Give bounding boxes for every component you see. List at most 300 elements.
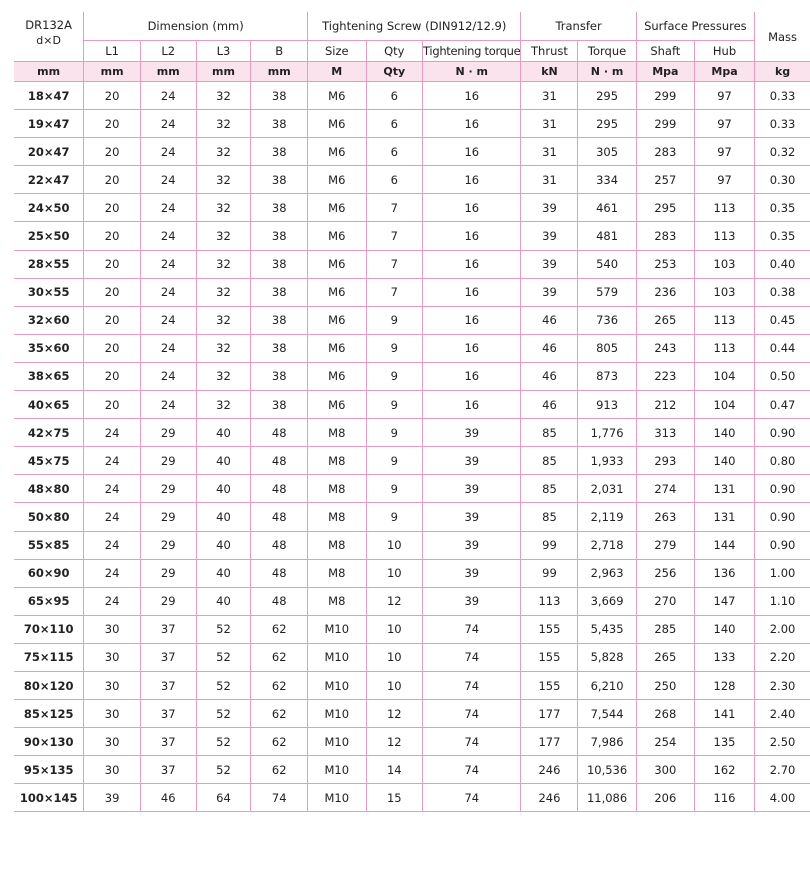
table-row [14,728,810,756]
cell-l3: 32 [196,334,251,362]
unit-cell: Qty [366,62,423,82]
cell-screw-qty: 9 [366,475,423,503]
cell-shaft-pressure: 265 [636,306,694,334]
cell-mass: 2.30 [755,671,810,699]
cell-b: 62 [251,643,308,671]
cell-screw-size: M6 [308,82,367,110]
cell-tightening-torque: 74 [423,700,521,728]
cell-mass: 0.44 [755,334,810,362]
cell-mass: 0.35 [755,194,810,222]
cell-mass: 4.00 [755,784,810,812]
cell-hub-pressure: 104 [694,391,754,419]
cell-size: 30×55 [14,278,84,306]
cell-thrust: 246 [521,756,578,784]
cell-size: 22×47 [14,166,84,194]
cell-thrust: 85 [521,447,578,475]
cell-screw-qty: 6 [366,82,423,110]
cell-b: 62 [251,728,308,756]
cell-shaft-pressure: 263 [636,503,694,531]
cell-screw-qty: 7 [366,194,423,222]
mass-header: Mass [768,29,798,44]
cell-tightening-torque: 39 [423,475,521,503]
cell-hub-pressure: 162 [694,756,754,784]
unit-cell: N · m [578,62,636,82]
cell-b: 48 [251,419,308,447]
cell-shaft-pressure: 236 [636,278,694,306]
cell-l3: 32 [196,110,251,138]
cell-mass: 2.00 [755,615,810,643]
cell-hub-pressure: 113 [694,194,754,222]
cell-shaft-pressure: 313 [636,419,694,447]
cell-l2: 24 [140,334,196,362]
cell-torque: 540 [578,250,636,278]
cell-l2: 29 [140,531,196,559]
cell-b: 62 [251,671,308,699]
cell-l2: 24 [140,194,196,222]
cell-l3: 32 [196,278,251,306]
cell-screw-size: M8 [308,447,367,475]
cell-size: 19×47 [14,110,84,138]
cell-l1: 20 [84,278,141,306]
cell-l1: 24 [84,419,141,447]
table-row [14,391,810,419]
cell-l3: 32 [196,166,251,194]
cell-torque: 481 [578,222,636,250]
cell-torque: 7,544 [578,700,636,728]
table-row [14,700,810,728]
cell-l2: 29 [140,503,196,531]
col-l3: L3 [196,41,251,62]
cell-mass: 0.80 [755,447,810,475]
unit-cell: mm [140,62,196,82]
cell-l1: 20 [84,362,141,390]
cell-screw-size: M6 [308,166,367,194]
cell-l1: 20 [84,334,141,362]
cell-l2: 24 [140,166,196,194]
cell-shaft-pressure: 300 [636,756,694,784]
cell-l1: 20 [84,82,141,110]
cell-l1: 30 [84,728,141,756]
cell-mass: 0.90 [755,503,810,531]
cell-hub-pressure: 97 [694,82,754,110]
table-row [14,334,810,362]
cell-screw-size: M6 [308,222,367,250]
cell-tightening-torque: 16 [423,138,521,166]
cell-b: 38 [251,250,308,278]
cell-tightening-torque: 16 [423,306,521,334]
cell-screw-qty: 7 [366,278,423,306]
col-l1: L1 [84,41,141,62]
cell-size: 65×95 [14,587,84,615]
transfer-group-header: Transfer [521,12,636,41]
cell-thrust: 39 [521,278,578,306]
cell-shaft-pressure: 206 [636,784,694,812]
cell-size: 48×80 [14,475,84,503]
cell-l3: 52 [196,643,251,671]
cell-b: 38 [251,362,308,390]
cell-b: 62 [251,756,308,784]
cell-screw-qty: 12 [366,728,423,756]
cell-l1: 24 [84,475,141,503]
cell-tightening-torque: 16 [423,334,521,362]
cell-screw-qty: 6 [366,110,423,138]
cell-tightening-torque: 39 [423,447,521,475]
cell-thrust: 85 [521,419,578,447]
cell-l2: 37 [140,643,196,671]
cell-mass: 0.50 [755,362,810,390]
cell-tightening-torque: 39 [423,531,521,559]
cell-thrust: 31 [521,166,578,194]
cell-size: 80×120 [14,671,84,699]
cell-tightening-torque: 16 [423,222,521,250]
table-row [14,362,810,390]
cell-screw-qty: 10 [366,559,423,587]
cell-screw-size: M6 [308,194,367,222]
cell-l1: 24 [84,559,141,587]
cell-l1: 24 [84,531,141,559]
cell-shaft-pressure: 293 [636,447,694,475]
unit-cell: mm [84,62,141,82]
cell-mass: 1.10 [755,587,810,615]
pressure-group-header: Surface Pressures [636,12,754,41]
cell-l3: 40 [196,559,251,587]
table-row [14,250,810,278]
cell-l3: 52 [196,756,251,784]
screw-group-header: Tightening Screw (DIN912/12.9) [308,12,521,41]
cell-hub-pressure: 103 [694,278,754,306]
cell-thrust: 46 [521,362,578,390]
cell-shaft-pressure: 223 [636,362,694,390]
cell-mass: 0.45 [755,306,810,334]
cell-shaft-pressure: 257 [636,166,694,194]
col-size: Size [308,41,367,62]
cell-b: 38 [251,306,308,334]
table-row [14,419,810,447]
header-row-groups [14,12,810,41]
cell-size: 100×145 [14,784,84,812]
cell-torque: 5,828 [578,643,636,671]
cell-screw-qty: 9 [366,419,423,447]
cell-thrust: 155 [521,615,578,643]
cell-l3: 64 [196,784,251,812]
table-row [14,194,810,222]
cell-screw-qty: 10 [366,643,423,671]
cell-torque: 2,031 [578,475,636,503]
cell-l3: 52 [196,700,251,728]
cell-thrust: 39 [521,222,578,250]
cell-b: 38 [251,166,308,194]
cell-screw-qty: 15 [366,784,423,812]
cell-screw-size: M6 [308,278,367,306]
cell-screw-qty: 10 [366,531,423,559]
cell-thrust: 99 [521,559,578,587]
model-sub-label: d×D [36,34,61,47]
cell-l2: 24 [140,138,196,166]
cell-hub-pressure: 113 [694,222,754,250]
cell-thrust: 46 [521,306,578,334]
cell-mass: 0.32 [755,138,810,166]
cell-b: 48 [251,587,308,615]
cell-screw-size: M10 [308,728,367,756]
cell-l3: 32 [196,362,251,390]
cell-screw-size: M8 [308,503,367,531]
cell-mass: 2.70 [755,756,810,784]
cell-hub-pressure: 97 [694,110,754,138]
cell-shaft-pressure: 250 [636,671,694,699]
cell-hub-pressure: 116 [694,784,754,812]
cell-tightening-torque: 39 [423,419,521,447]
spec-table-body [14,82,810,812]
cell-screw-qty: 10 [366,615,423,643]
cell-hub-pressure: 128 [694,671,754,699]
cell-shaft-pressure: 295 [636,194,694,222]
cell-screw-qty: 9 [366,362,423,390]
cell-tightening-torque: 74 [423,756,521,784]
cell-thrust: 99 [521,531,578,559]
cell-shaft-pressure: 243 [636,334,694,362]
cell-thrust: 31 [521,138,578,166]
cell-shaft-pressure: 265 [636,643,694,671]
cell-mass: 0.30 [755,166,810,194]
cell-hub-pressure: 133 [694,643,754,671]
cell-thrust: 46 [521,334,578,362]
cell-b: 38 [251,110,308,138]
table-row [14,166,810,194]
cell-screw-size: M8 [308,419,367,447]
cell-l1: 30 [84,671,141,699]
table-row [14,784,810,812]
cell-tightening-torque: 39 [423,559,521,587]
cell-shaft-pressure: 283 [636,222,694,250]
cell-b: 38 [251,138,308,166]
cell-l1: 20 [84,391,141,419]
table-row [14,615,810,643]
cell-l3: 32 [196,250,251,278]
cell-hub-pressure: 104 [694,362,754,390]
table-row [14,587,810,615]
cell-l3: 32 [196,391,251,419]
cell-hub-pressure: 141 [694,700,754,728]
cell-size: 42×75 [14,419,84,447]
cell-hub-pressure: 113 [694,306,754,334]
cell-tightening-torque: 39 [423,587,521,615]
cell-tightening-torque: 74 [423,615,521,643]
cell-screw-qty: 9 [366,447,423,475]
cell-screw-qty: 9 [366,503,423,531]
cell-l1: 20 [84,306,141,334]
cell-torque: 3,669 [578,587,636,615]
cell-screw-size: M6 [308,138,367,166]
cell-thrust: 39 [521,250,578,278]
cell-screw-size: M6 [308,110,367,138]
col-b: B [251,41,308,62]
cell-screw-size: M10 [308,615,367,643]
unit-cell: N · m [423,62,521,82]
cell-l1: 30 [84,615,141,643]
cell-b: 48 [251,475,308,503]
cell-l2: 37 [140,671,196,699]
cell-tightening-torque: 74 [423,671,521,699]
cell-screw-size: M8 [308,587,367,615]
spec-table [14,12,810,812]
cell-thrust: 46 [521,391,578,419]
cell-shaft-pressure: 279 [636,531,694,559]
table-row [14,447,810,475]
cell-l2: 24 [140,391,196,419]
cell-screw-size: M10 [308,784,367,812]
cell-shaft-pressure: 256 [636,559,694,587]
table-row [14,671,810,699]
table-row [14,531,810,559]
cell-size: 75×115 [14,643,84,671]
table-row [14,110,810,138]
cell-torque: 736 [578,306,636,334]
cell-l2: 24 [140,362,196,390]
cell-shaft-pressure: 268 [636,700,694,728]
cell-torque: 1,933 [578,447,636,475]
table-row [14,138,810,166]
col-l2: L2 [140,41,196,62]
cell-screw-size: M10 [308,643,367,671]
col-hub: Hub [694,41,754,62]
cell-thrust: 177 [521,700,578,728]
cell-torque: 295 [578,110,636,138]
cell-l1: 20 [84,194,141,222]
cell-torque: 295 [578,82,636,110]
cell-hub-pressure: 113 [694,334,754,362]
cell-thrust: 177 [521,728,578,756]
model-label: DR132A [25,18,72,32]
cell-size: 38×65 [14,362,84,390]
cell-hub-pressure: 140 [694,615,754,643]
cell-b: 74 [251,784,308,812]
cell-size: 55×85 [14,531,84,559]
cell-l3: 32 [196,306,251,334]
cell-size: 85×125 [14,700,84,728]
table-row [14,475,810,503]
cell-size: 95×135 [14,756,84,784]
cell-l1: 20 [84,250,141,278]
cell-l1: 20 [84,166,141,194]
dimension-group-header: Dimension (mm) [84,12,308,41]
cell-l3: 52 [196,615,251,643]
cell-b: 38 [251,222,308,250]
cell-mass: 0.47 [755,391,810,419]
header-row-subcolumns [14,41,810,62]
cell-l1: 24 [84,447,141,475]
cell-mass: 1.00 [755,559,810,587]
cell-shaft-pressure: 283 [636,138,694,166]
cell-l2: 37 [140,615,196,643]
cell-screw-size: M6 [308,334,367,362]
cell-torque: 11,086 [578,784,636,812]
cell-hub-pressure: 140 [694,419,754,447]
cell-size: 60×90 [14,559,84,587]
cell-torque: 2,119 [578,503,636,531]
cell-hub-pressure: 97 [694,166,754,194]
cell-hub-pressure: 144 [694,531,754,559]
cell-torque: 1,776 [578,419,636,447]
cell-screw-qty: 12 [366,700,423,728]
cell-screw-size: M6 [308,250,367,278]
cell-screw-qty: 9 [366,306,423,334]
cell-tightening-torque: 39 [423,503,521,531]
unit-cell: M [308,62,367,82]
cell-l2: 24 [140,82,196,110]
cell-b: 62 [251,700,308,728]
cell-b: 48 [251,503,308,531]
cell-hub-pressure: 97 [694,138,754,166]
unit-cell: mm [196,62,251,82]
col-shaft: Shaft [636,41,694,62]
cell-shaft-pressure: 299 [636,82,694,110]
cell-l3: 40 [196,475,251,503]
cell-torque: 7,986 [578,728,636,756]
cell-thrust: 31 [521,110,578,138]
cell-thrust: 155 [521,671,578,699]
cell-b: 48 [251,531,308,559]
cell-size: 32×60 [14,306,84,334]
table-row [14,643,810,671]
cell-mass: 0.33 [755,110,810,138]
table-row [14,559,810,587]
cell-l2: 29 [140,559,196,587]
cell-b: 48 [251,447,308,475]
cell-l2: 29 [140,447,196,475]
cell-screw-size: M6 [308,306,367,334]
cell-mass: 0.35 [755,222,810,250]
cell-mass: 2.40 [755,700,810,728]
cell-l2: 24 [140,222,196,250]
cell-l3: 52 [196,671,251,699]
cell-shaft-pressure: 254 [636,728,694,756]
cell-shaft-pressure: 274 [636,475,694,503]
cell-size: 45×75 [14,447,84,475]
cell-torque: 461 [578,194,636,222]
cell-tightening-torque: 16 [423,82,521,110]
cell-mass: 0.33 [755,82,810,110]
table-row [14,278,810,306]
cell-screw-size: M6 [308,391,367,419]
cell-torque: 305 [578,138,636,166]
cell-thrust: 113 [521,587,578,615]
cell-size: 18×47 [14,82,84,110]
cell-l1: 30 [84,756,141,784]
cell-mass: 0.40 [755,250,810,278]
cell-l1: 30 [84,643,141,671]
cell-size: 25×50 [14,222,84,250]
header-row-units [14,62,810,82]
cell-screw-size: M10 [308,756,367,784]
cell-torque: 10,536 [578,756,636,784]
cell-l3: 32 [196,194,251,222]
cell-mass: 0.90 [755,475,810,503]
cell-tightening-torque: 16 [423,166,521,194]
cell-screw-size: M10 [308,671,367,699]
cell-b: 62 [251,615,308,643]
cell-l2: 37 [140,728,196,756]
cell-torque: 334 [578,166,636,194]
cell-l3: 40 [196,419,251,447]
cell-screw-qty: 9 [366,334,423,362]
cell-b: 38 [251,334,308,362]
cell-l3: 32 [196,222,251,250]
cell-torque: 579 [578,278,636,306]
cell-hub-pressure: 131 [694,503,754,531]
cell-b: 38 [251,278,308,306]
unit-cell: mm [14,62,84,82]
cell-screw-size: M8 [308,475,367,503]
